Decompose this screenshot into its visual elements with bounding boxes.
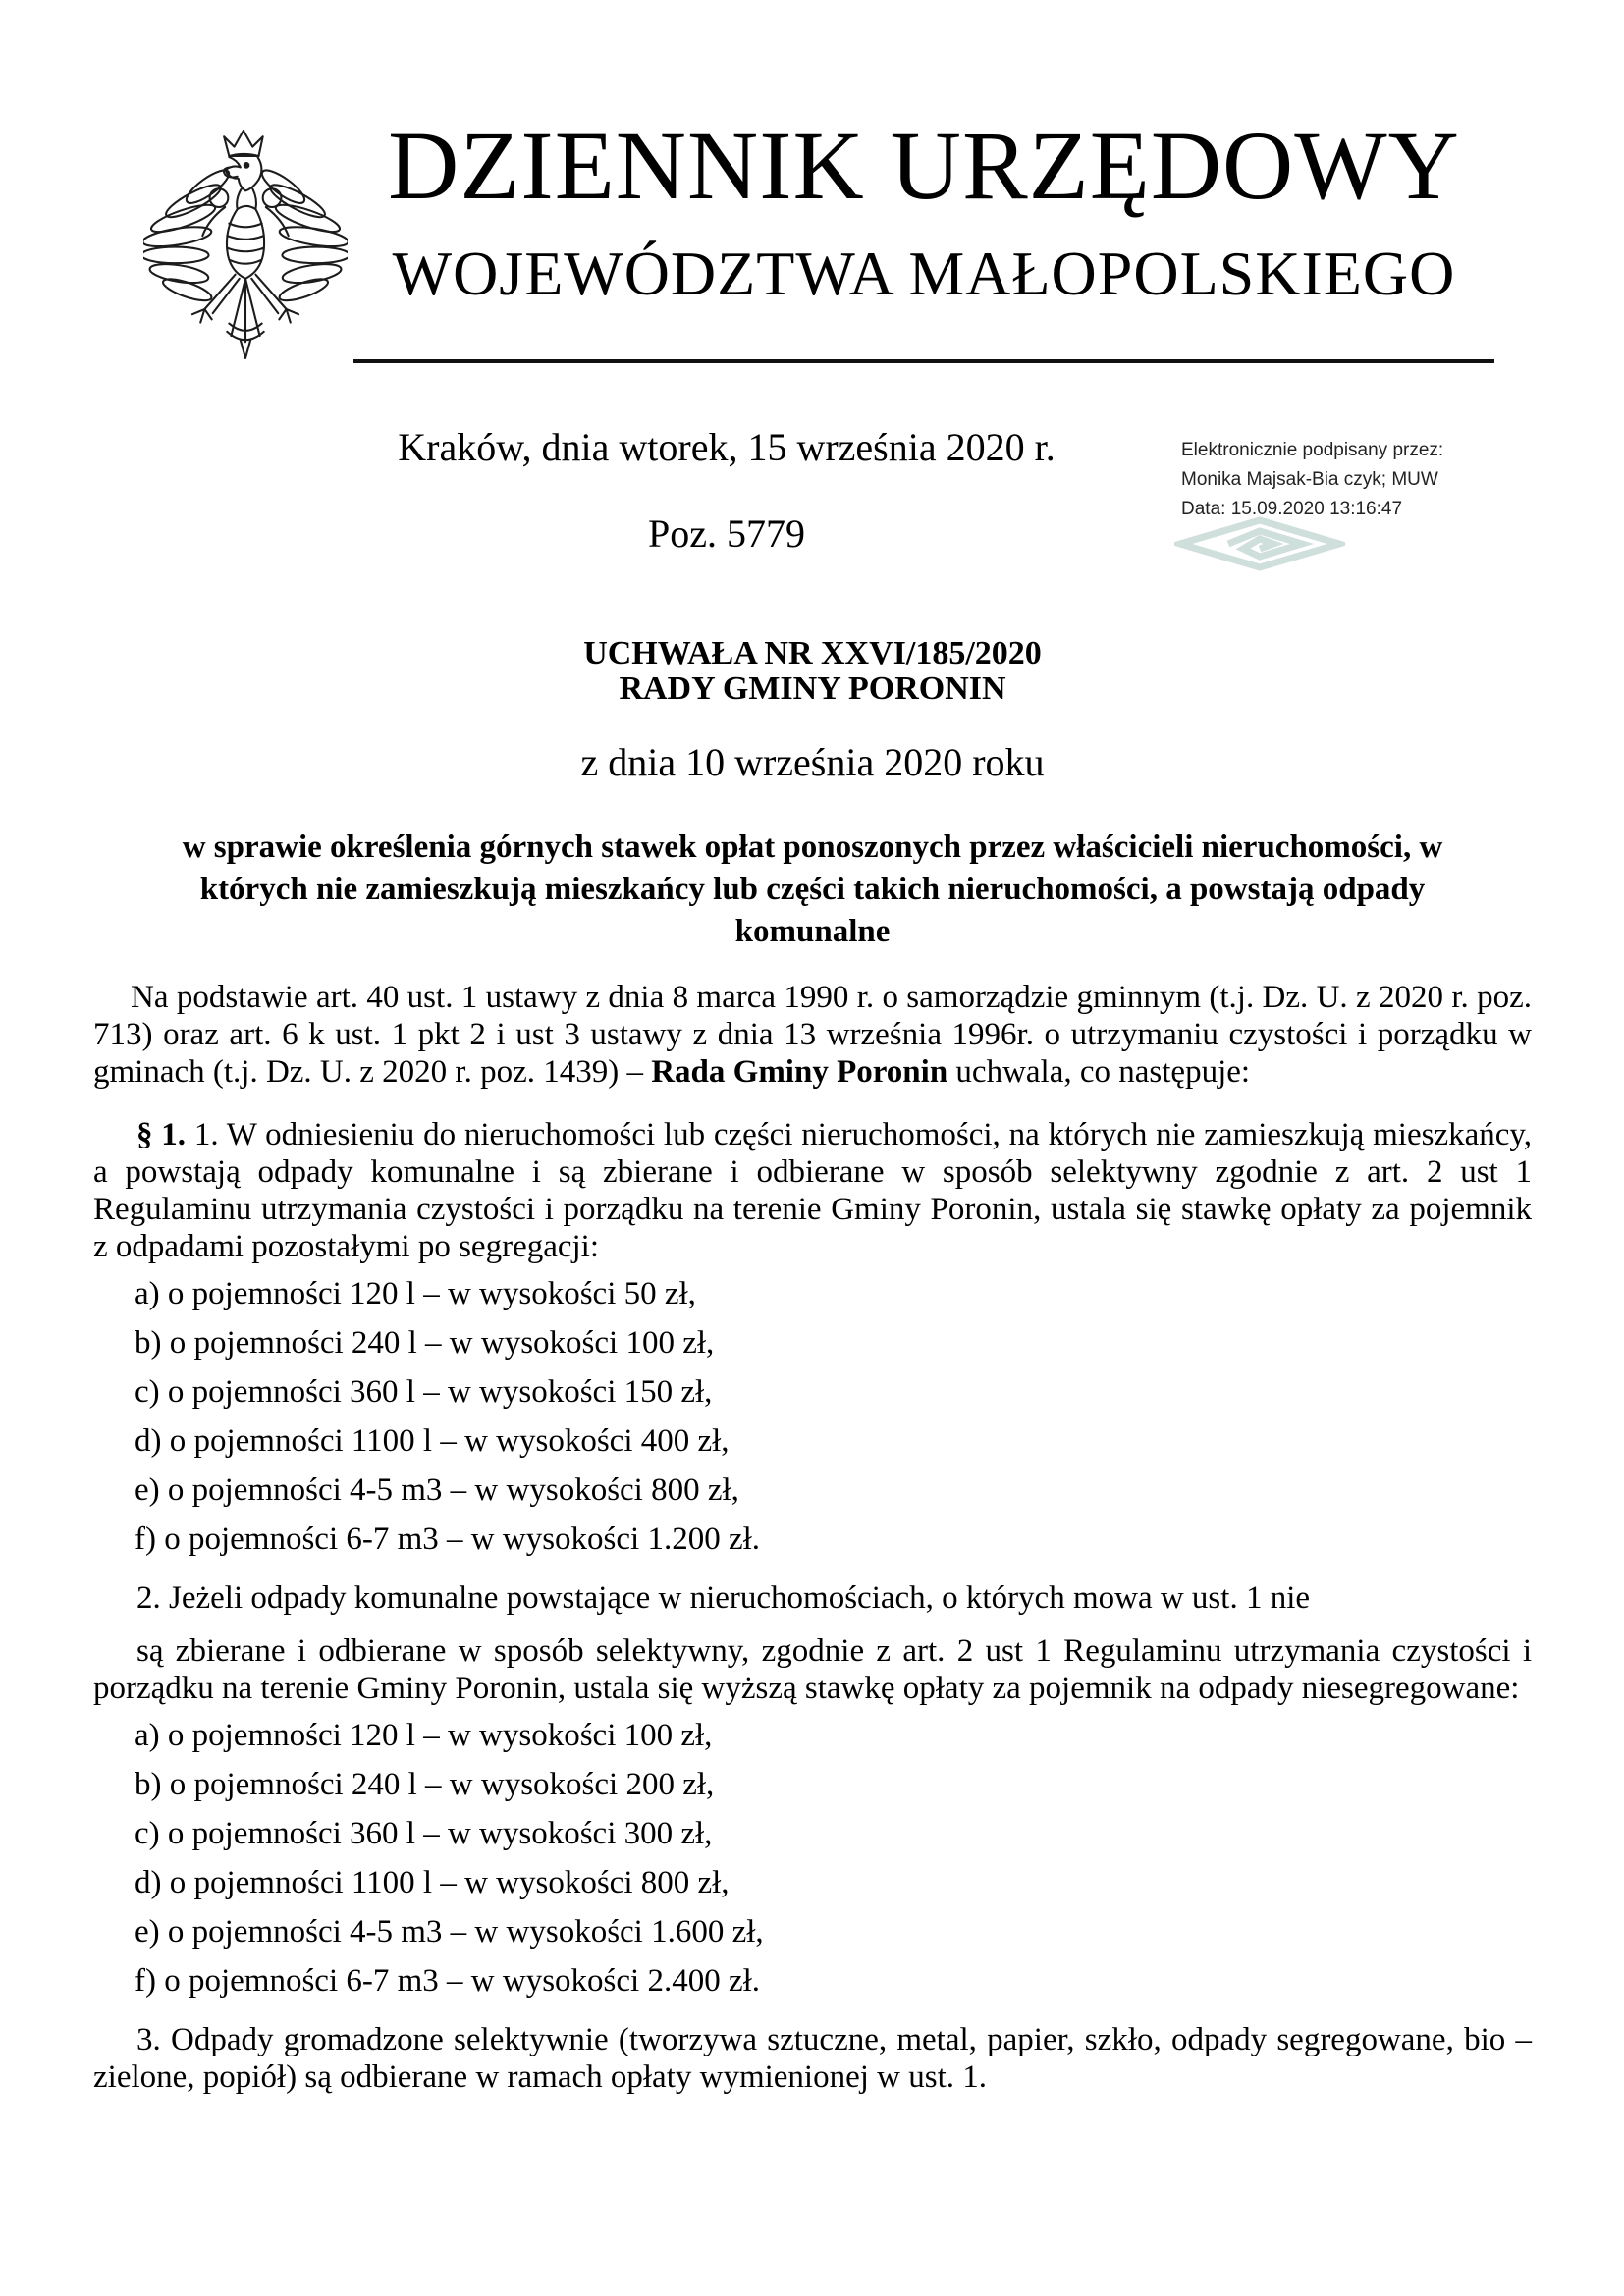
list-item: a) o pojemności 120 l – w wysokości 50 zł, [135, 1276, 696, 1311]
gazette-title: DZIENNIK URZĘDOWY [388, 111, 1460, 220]
fee-list-selective [93, 1275, 1532, 1558]
esignature-signer: Monika Majsak-Bia czyk; MUW [1181, 469, 1438, 490]
esignature-line1: Elektronicznie podpisany przez: [1181, 440, 1444, 460]
preamble-text-before: Na podstawie art. 40 ust. 1 ustawy z dnia 8 marca 1990 r. o samorządzie gminnym (t.j. Dz. U. z 2020 r. poz. 713) oraz art. 6 k ust. 1 pkt 2 i ust 3 ustawy z dnia 13 września 1996r. o utrzymaniu czystości i porządku w gminach (t.j. Dz. U. z 2020 r. poz. 1439) – [93, 980, 1532, 1090]
list-item: f) o pojemności 6-7 m3 – w wysokości 1.200 zł. [135, 1522, 761, 1557]
section-1-marker: § 1. [136, 1117, 187, 1152]
dateline: Kraków, dnia wtorek, 15 września 2020 r. [398, 425, 1056, 469]
polish-eagle-emblem [143, 124, 348, 367]
list-item: d) o pojemności 1100 l – w wysokości 400 zł, [135, 1423, 730, 1459]
list-item: d) o pojemności 1100 l – w wysokości 800 zł, [135, 1865, 730, 1900]
esignature-date: Data: 15.09.2020 13:16:47 [1181, 499, 1403, 519]
fee-list-unsegregated [93, 1717, 1532, 2000]
esignature-block [1181, 436, 1443, 524]
list-item: c) o pojemności 360 l – w wysokości 150 zł, [135, 1374, 713, 1410]
esignature-diamond-stamp-icon [1174, 516, 1345, 571]
resolution-authority: RADY GMINY PORONIN [619, 670, 1006, 707]
resolution-number: UCHWAŁA NR XXVI/185/2020 [583, 635, 1042, 671]
masthead-rule [353, 359, 1494, 363]
preamble-paragraph [93, 979, 1532, 1091]
resolution-date: z dnia 10 września 2020 roku [580, 740, 1045, 784]
position-number: Poz. 5779 [648, 511, 805, 556]
list-item: c) o pojemności 360 l – w wysokości 300 zł, [135, 1816, 713, 1851]
list-item: e) o pojemności 4-5 m3 – w wysokości 1.600 zł, [135, 1914, 764, 1949]
gazette-subtitle: WOJEWÓDZTWA MAŁOPOLSKIEGO [392, 239, 1456, 308]
resolution-subject: w sprawie określenia górnych stawek opłat ponoszonych przez właścicieli nieruchomości, w których nie zamieszkują mieszkańcy lub części takich nieruchomości, a powstają odpady komunalne [182, 829, 1443, 949]
preamble-text-after: uchwala, co następuje: [947, 1054, 1251, 1090]
section-1-text: 1. W odniesieniu do nieruchomości lub części nieruchomości, na których nie zamieszkują mieszkańcy, a powstają odpady komunalne i są zbierane i odbierane w sposób selektywny zgodnie z art. 2 ust 1 Regulaminu utrzymania czystości i porządku na terenie Gminy Poronin, ustala się stawkę opłaty za pojemnik z odpadami pozostałymi po segregacji: [93, 1117, 1532, 1264]
document-body [93, 636, 1532, 2096]
paragraph-2-continuation: są zbierane i odbierane w sposób selektywny, zgodnie z art. 2 ust 1 Regulaminu utrzymania czystości i porządku na terenie Gminy Poronin, ustala się wyższą stawkę opłaty za pojemnik na odpady niesegregowane: [93, 1633, 1532, 1706]
paragraph-2-intro: 2. Jeżeli odpady komunalne powstające w nieruchomościach, o których mowa w ust. 1 nie [136, 1580, 1311, 1616]
list-item: f) o pojemności 6-7 m3 – w wysokości 2.400 zł. [135, 1963, 761, 1999]
masthead [353, 111, 1494, 308]
paragraph-3: 3. Odpady gromadzone selektywnie (tworzywa sztuczne, metal, papier, szkło, odpady segregowane, bio – zielone, popiół) są odbierane w ramach opłaty wymienionej w ust. 1. [93, 2022, 1532, 2095]
list-item: b) o pojemności 240 l – w wysokości 100 zł, [135, 1325, 715, 1361]
preamble-authority-bold: Rada Gminy Poronin [651, 1054, 948, 1090]
section-1-paragraph [93, 1116, 1532, 1265]
list-item: b) o pojemności 240 l – w wysokości 200 zł, [135, 1767, 715, 1802]
list-item: a) o pojemności 120 l – w wysokości 100 zł, [135, 1718, 713, 1753]
list-item: e) o pojemności 4-5 m3 – w wysokości 800 zł, [135, 1472, 739, 1508]
